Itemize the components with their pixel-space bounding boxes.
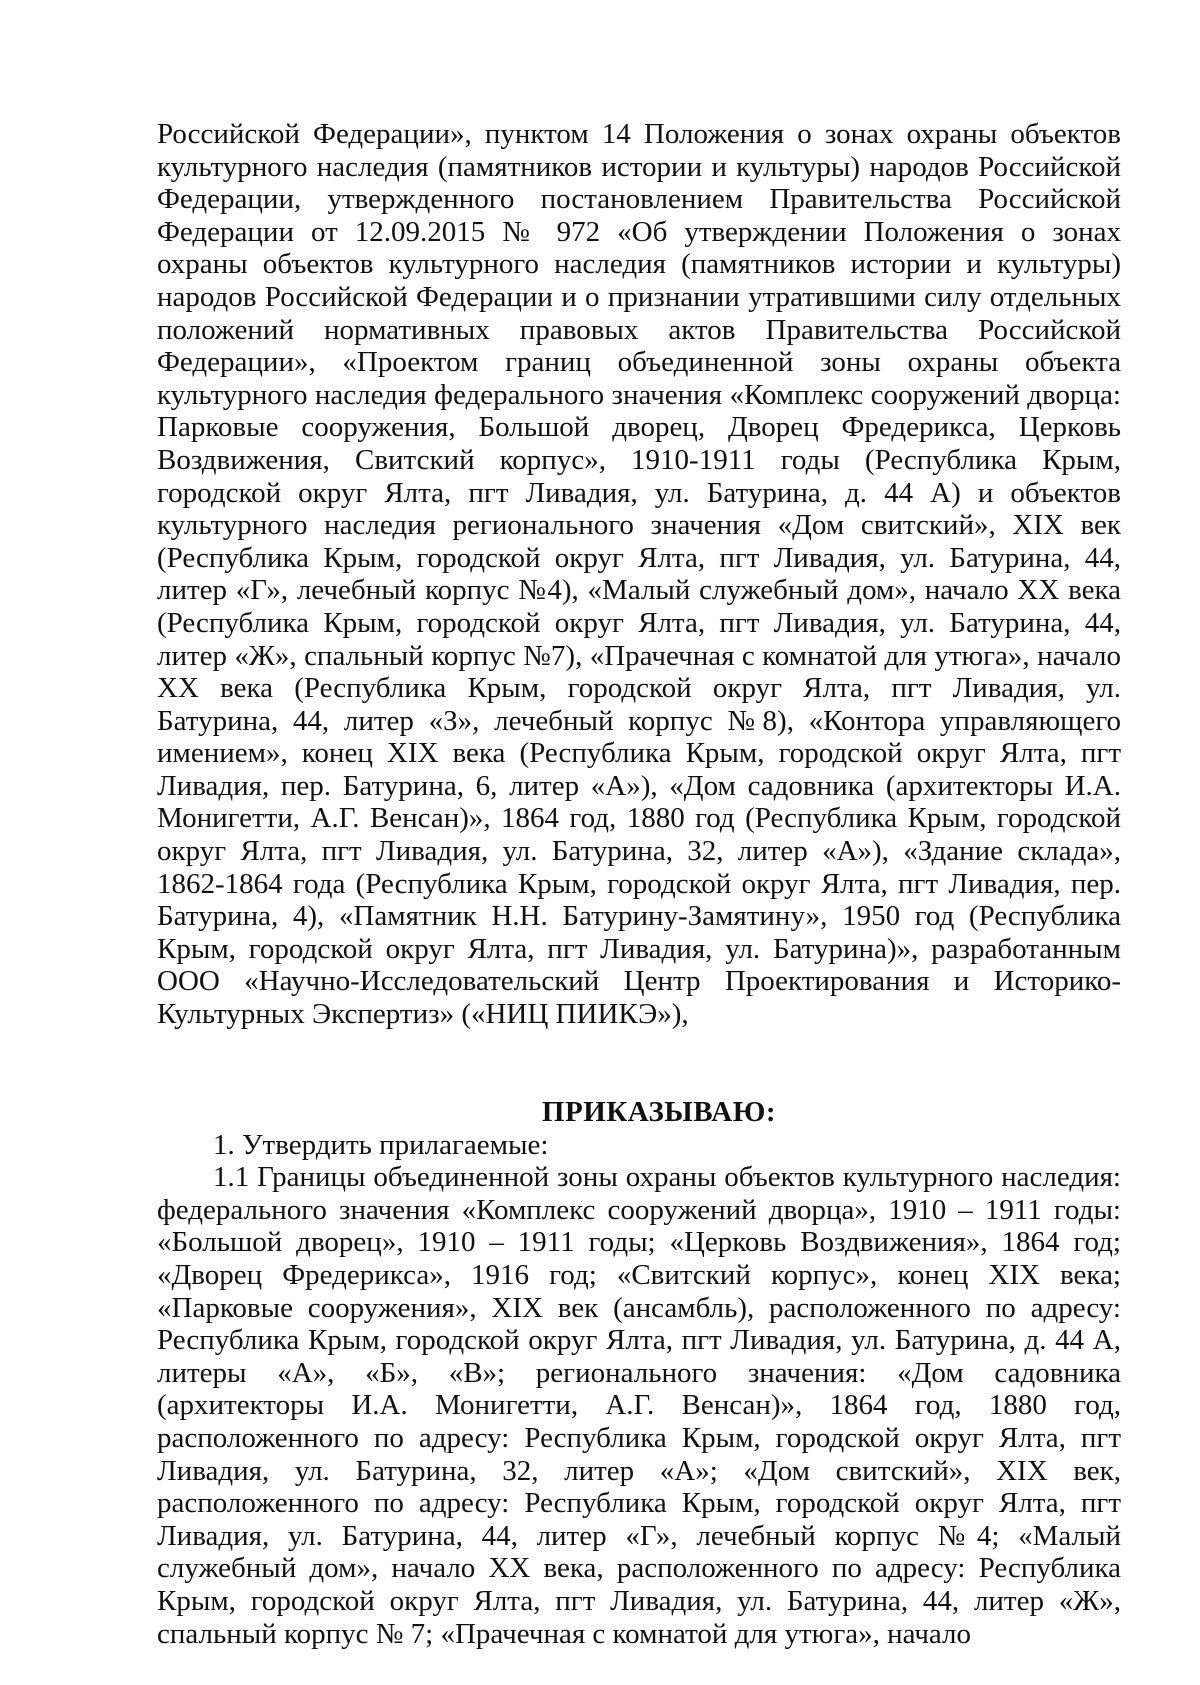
order-heading: ПРИКАЗЫВАЮ: <box>541 1095 777 1128</box>
intro-paragraph: Российской Федерации», пунктом 14 Положения о зонах охраны объектов культурного наследия (памятников истории и культуры) народов Российской Федерации, утвержденного постановлением Правительства Российской Федерации от 12.09.2015 № 972 «Об утверждении Положения о зонах охраны объектов культурного наследия (памятников истории и культуры) народов Российской Федерации и о признании утратившими силу отдельных положений нормативных правовых актов Правительства Российской Федерации», «Проектом границ объединенной зоны охраны объекта культурного наследия федерального значения «Комплекс сооружений дворца: Парковые сооружения, Большой дворец, Дворец Фредерикса, Церковь Воздвижения, Свитский корпус», 1910-1911 годы (Республика Крым, городской округ Ялта, пгт Ливадия, ул. Батурина, д. 44 А) и объектов культурного наследия регионального значения «Дом свитский», XIX век (Республика Крым, городской округ Ялта, пгт Ливадия, ул. Батурина, 44, литер «Г», лечебный корпус №4), «Малый служебный дом», начало XX века (Республика Крым, городской округ Ялта, пгт Ливадия, ул. Батурина, 44, литер «Ж», спальный корпус №7), «Прачечная с комнатой для утюга», начало XX века (Республика Крым, городской округ Ялта, пгт Ливадия, ул. Батурина, 44, литер «З», лечебный корпус №8), «Контора управляющего имением», конец XIX века (Республика Крым, городской округ Ялта, пгт Ливадия, пер. Батурина, 6, литер «А»), «Дом садовника (архитекторы И.А. Монигетти, А.Г. Венсан)», 1864 год, 1880 год (Республика Крым, городской округ Ялта, пгт Ливадия, ул. Батурина, 32, литер «А»), «Здание склада», 1862-1864 года (Республика Крым, городской округ Ялта, пгт Ливадия, пер. Батурина, 4), «Памятник Н.Н. Батурину-Замятину», 1950 год (Республика Крым, городской округ Ялта, пгт Ливадия, ул. Батурина)», разработанным ООО «Научно-Исследовательский Центр Проектирования и Историко-Культурных Экспертиз» («НИЦ ПИИКЭ»), <box>157 118 1121 1031</box>
order-item-1: 1. Утвердить прилагаемые: <box>213 1128 549 1161</box>
order-item-1-1: 1.1 Границы объединенной зоны охраны объектов культурного наследия: федерального значения «Комплекс сооружений дворца», 1910 – 1911 годы: «Большой дворец», 1910 – 1911 годы; «Церковь Воздвижения», 1864 год; «Дворец Фредерикса», 1916 год; «Свитский корпус», конец XIX века; «Парковые сооружения», XIX век (ансамбль), расположенного по адресу: Республика Крым, городской округ Ялта, пгт Ливадия, ул. Батурина, д. 44 А, литеры «А», «Б», «В»; регионального значения: «Дом садовника (архитекторы И.А. Монигетти, А.Г. Венсан)», 1864 год, 1880 год, расположенного по адресу: Республика Крым, городской округ Ялта, пгт Ливадия, ул. Батурина, 32, литер «А»; «Дом свитский», XIX век, расположенного по адресу: Республика Крым, городской округ Ялта, пгт Ливадия, ул. Батурина, 44, литер «Г», лечебный корпус №4; «Малый служебный дом», начало XX века, расположенного по адресу: Республика Крым, городской округ Ялта, пгт Ливадия, ул. Батурина, 44, литер «Ж», спальный корпус № 7; «Прачечная с комнатой для утюга», начало <box>157 1161 1121 1650</box>
document-page <box>157 118 1121 1650</box>
